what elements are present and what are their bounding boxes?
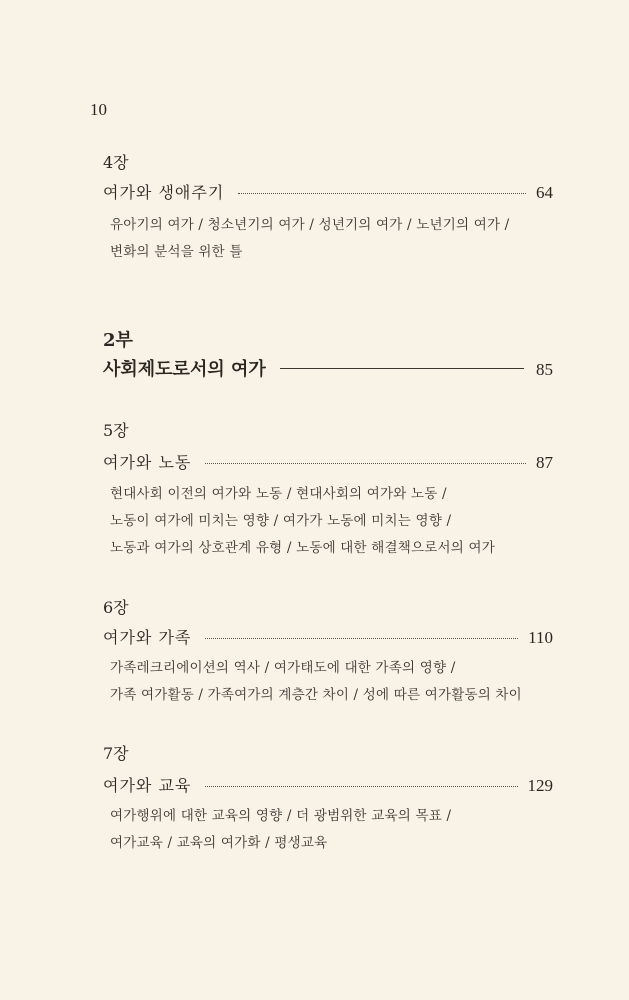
part-2-title: 사회제도로서의 여가: [103, 359, 266, 380]
chapter-6-label: 6장: [103, 598, 129, 617]
chapter-6-title: 여가와 가족: [103, 628, 192, 647]
chapter-4-title: 여가와 생애주기: [103, 183, 225, 202]
part-2-label: 2부: [103, 330, 133, 351]
solid-leader: [280, 368, 524, 369]
chapter-5-entry[interactable]: [103, 450, 553, 473]
chapter-7-label: 7장: [103, 744, 129, 763]
chapter-7-entry[interactable]: [103, 773, 553, 796]
chapter-5-label: 5장: [103, 421, 129, 440]
chapter-4-page: 64: [536, 183, 553, 202]
dot-leader: [205, 463, 526, 464]
chapter-7-page: 129: [527, 776, 553, 795]
chapter-6-page: 110: [528, 628, 553, 647]
part-2-entry[interactable]: [103, 355, 553, 381]
dot-leader: [205, 786, 517, 787]
chapter-7-sections-line-1: 여가행위에 대한 교육의 영향 / 더 광범위한 교육의 목표 /: [110, 808, 452, 824]
chapter-7-sections-line-2: 여가교육 / 교육의 여가화 / 평생교육: [110, 835, 328, 851]
chapter-4-sections-line-1: 유아기의 여가 / 청소년기의 여가 / 성년기의 여가 / 노년기의 여가 /: [110, 217, 510, 233]
chapter-4-sections-line-2: 변화의 분석을 위한 틀: [110, 244, 243, 260]
chapter-6-entry[interactable]: [103, 625, 553, 648]
part-2-page: 85: [536, 360, 553, 379]
dot-leader: [238, 193, 526, 194]
chapter-7-title: 여가와 교육: [103, 776, 192, 795]
dot-leader: [205, 638, 518, 639]
chapter-4-label: 4장: [103, 153, 129, 172]
chapter-4-entry[interactable]: [103, 180, 553, 203]
chapter-5-sections-line-3: 노동과 여가의 상호관계 유형 / 노동에 대한 해결책으로서의 여가: [110, 540, 495, 556]
chapter-5-page: 87: [536, 453, 553, 472]
chapter-5-title: 여가와 노동: [103, 453, 192, 472]
page-number: 10: [90, 100, 107, 119]
chapter-5-sections-line-1: 현대사회 이전의 여가와 노동 / 현대사회의 여가와 노동 /: [110, 486, 447, 502]
chapter-6-sections-line-1: 가족레크리에이션의 역사 / 여가태도에 대한 가족의 영향 /: [110, 660, 456, 676]
chapter-5-sections-line-2: 노동이 여가에 미치는 영향 / 여가가 노동에 미치는 영향 /: [110, 513, 452, 529]
chapter-6-sections-line-2: 가족 여가활동 / 가족여가의 계층간 차이 / 성에 따른 여가활동의 차이: [110, 687, 522, 703]
